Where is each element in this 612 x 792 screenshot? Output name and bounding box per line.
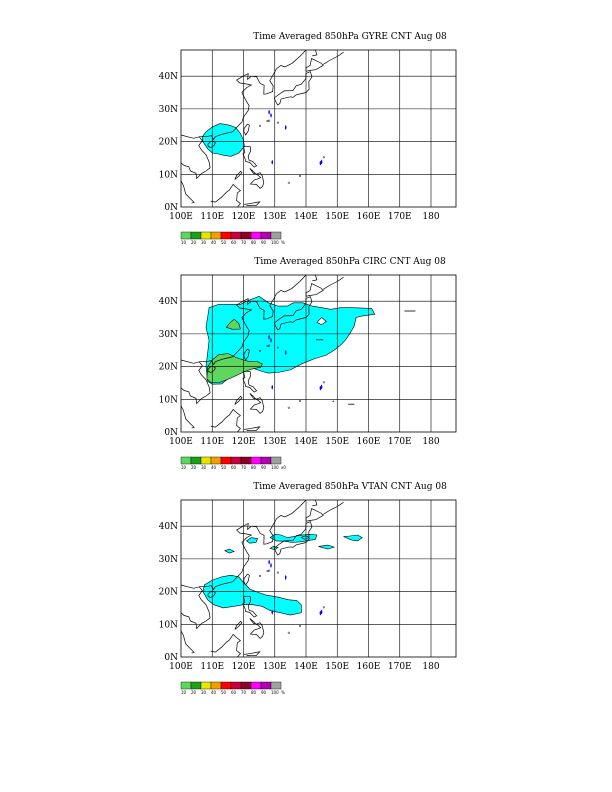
colorbar-swatch (211, 232, 221, 239)
colorbar-label: 80 (251, 690, 257, 695)
colorbar-swatch (221, 457, 231, 464)
colorbar-swatch (181, 682, 191, 689)
colorbar-label: 70 (241, 690, 247, 695)
lat-label: 30N (158, 554, 178, 565)
map-content (181, 275, 456, 432)
lat-label: 0N (164, 203, 178, 213)
colorbar-swatch (181, 457, 191, 464)
colorbar-swatch (261, 232, 271, 239)
lon-label: 100E (169, 212, 193, 222)
colorbar-swatch (181, 232, 191, 239)
panel-3-title: Time Averaged 850hPa VTAN CNT Aug 08 (253, 482, 447, 492)
colorbar-swatch (241, 232, 251, 239)
storm-marker (268, 560, 270, 565)
colorbar-swatch (211, 682, 221, 689)
lon-label: 120E (231, 212, 256, 222)
coastline (306, 59, 323, 72)
storm-marker (270, 563, 272, 568)
colorbar-label: 30 (201, 690, 207, 695)
colorbar-label: 90 (261, 465, 267, 470)
colorbar-swatch (231, 232, 241, 239)
coastline (306, 284, 323, 297)
lon-label: 140E (294, 212, 318, 222)
colorbar-label: 50 (221, 240, 227, 245)
colorbar-label: 70 (241, 465, 247, 470)
colorbar-swatch (261, 457, 271, 464)
lon-label: 140E (294, 662, 318, 672)
contour-region-5 (319, 545, 335, 549)
colorbar-label: 100 (271, 240, 279, 245)
coastline (243, 146, 257, 167)
lon-label: 120E (231, 437, 256, 447)
colorbar-label: 70 (241, 240, 247, 245)
island (267, 120, 269, 122)
lon-label: 170E (387, 437, 412, 447)
lat-label: 20N (158, 587, 178, 598)
coastline (181, 362, 210, 404)
lon-label: 110E (200, 662, 225, 672)
colorbar-label: 80 (251, 465, 257, 470)
island (288, 632, 290, 634)
panel-2-title: Time Averaged 850hPa CIRC CNT Aug 08 (254, 257, 446, 267)
lat-label: 0N (164, 428, 178, 438)
lon-label: 100E (169, 437, 193, 447)
lon-label: 110E (200, 437, 225, 447)
colorbar-swatch (231, 457, 241, 464)
colorbar-label: 60 (231, 240, 237, 245)
island (277, 122, 279, 124)
contour-region-4 (270, 546, 278, 549)
island (323, 381, 325, 383)
coastline (244, 574, 250, 585)
colorbar-label: 60 (231, 465, 237, 470)
lon-label: 120E (231, 662, 256, 672)
coastline (250, 618, 264, 638)
coastline (312, 500, 317, 506)
colorbar-label: 10 (181, 240, 187, 245)
colorbar-label: 20 (191, 690, 197, 695)
colorbar-swatch (191, 457, 201, 464)
coastline (312, 275, 317, 281)
coastline (323, 277, 343, 289)
colorbar-swatch (261, 682, 271, 689)
contour-region-2 (270, 534, 317, 542)
contour-region-7 (225, 549, 234, 553)
coastline (250, 168, 264, 188)
map-panel-1 (159, 50, 456, 245)
colorbar-label: 60 (231, 690, 237, 695)
colorbar-label: 10 (181, 465, 187, 470)
coastline (211, 634, 241, 657)
colorbar-swatch (201, 457, 211, 464)
island (323, 606, 325, 608)
colorbar-label: 40 (211, 465, 217, 470)
lon-label: 180 (422, 212, 440, 222)
colorbar-label: 20 (191, 465, 197, 470)
colorbar (181, 457, 286, 470)
lon-label: 130E (262, 212, 287, 222)
lat-label: 40N (158, 72, 178, 83)
coastline (323, 502, 343, 514)
coastline (250, 393, 264, 413)
map-panel-2 (159, 275, 456, 470)
lon-label: 150E (325, 437, 350, 447)
storm-marker (285, 575, 287, 580)
lon-label: 160E (356, 212, 381, 222)
lon-label: 100E (169, 662, 193, 672)
coastline (211, 409, 241, 432)
island (299, 175, 301, 177)
colorbar-swatch (241, 682, 251, 689)
lat-label: 10N (158, 170, 178, 181)
colorbar-label: 90 (261, 690, 267, 695)
coastline (312, 50, 317, 56)
storm-marker (271, 160, 273, 165)
colorbar-swatch (251, 232, 261, 239)
colorbar-label: 10 (181, 690, 187, 695)
storm-marker (268, 110, 270, 115)
colorbar-label: 100 (271, 690, 279, 695)
colorbar-swatch (221, 682, 231, 689)
island (323, 156, 325, 158)
contour-fragment (333, 401, 335, 402)
coastline (244, 427, 260, 431)
island (299, 400, 301, 402)
coastline (181, 406, 194, 428)
coastline (243, 371, 257, 392)
storm-marker (270, 113, 272, 118)
lat-label: 10N (158, 395, 178, 406)
colorbar-swatch (211, 457, 221, 464)
colorbar-label: 50 (221, 465, 227, 470)
lon-label: 130E (262, 662, 287, 672)
lon-label: 150E (325, 212, 350, 222)
colorbar (181, 682, 285, 695)
contour-region-3 (247, 538, 258, 544)
panel-1-title: Time Averaged 850hPa GYRE CNT Aug 08 (253, 32, 447, 42)
island (288, 182, 290, 184)
coastline (323, 52, 343, 64)
island (267, 570, 269, 572)
storm-marker (285, 125, 287, 130)
colorbar-label: % (281, 240, 285, 245)
coastline (306, 509, 323, 522)
colorbar-label: 40 (211, 690, 217, 695)
colorbar-swatch (191, 232, 201, 239)
lon-label: 160E (356, 662, 381, 672)
colorbar-label: 30 (201, 465, 207, 470)
contour-region-1 (203, 575, 301, 615)
lon-label: 150E (325, 662, 350, 672)
coastline (235, 621, 242, 629)
colorbar-label: x0 (281, 465, 286, 470)
map-content (181, 50, 456, 207)
colorbar (181, 232, 285, 245)
colorbar-swatch (251, 682, 261, 689)
lat-label: 20N (158, 362, 178, 373)
colorbar-swatch (201, 682, 211, 689)
map-content (181, 500, 456, 657)
lon-label: 130E (262, 437, 287, 447)
lon-label: 140E (294, 437, 318, 447)
coastline (244, 652, 260, 656)
colorbar-label: % (281, 690, 285, 695)
colorbar-label: 20 (191, 240, 197, 245)
island (259, 125, 261, 127)
lat-label: 30N (158, 104, 178, 115)
contour-region-6 (344, 535, 363, 541)
colorbar-swatch (271, 232, 281, 239)
coastline (181, 181, 194, 203)
island (299, 625, 301, 627)
lon-label: 110E (200, 212, 225, 222)
island (288, 407, 290, 409)
colorbar-swatch (201, 232, 211, 239)
colorbar-label: 90 (261, 240, 267, 245)
lon-label: 170E (387, 212, 412, 222)
island (277, 572, 279, 574)
map-panel-3 (159, 500, 456, 695)
colorbar-swatch (221, 232, 231, 239)
contour-region-1 (202, 124, 244, 157)
lon-label: 170E (387, 662, 412, 672)
lat-label: 40N (158, 522, 178, 533)
island (259, 575, 261, 577)
coastline (244, 202, 260, 206)
colorbar-swatch (241, 457, 251, 464)
colorbar-swatch (271, 682, 281, 689)
coastline (235, 396, 242, 404)
colorbar-label: 80 (251, 240, 257, 245)
coastline (211, 184, 241, 207)
lat-label: 10N (158, 620, 178, 631)
lon-label: 180 (422, 662, 440, 672)
lon-label: 160E (356, 437, 381, 447)
coastline (235, 171, 242, 179)
coastline (181, 631, 194, 653)
colorbar-swatch (251, 457, 261, 464)
colorbar-label: 30 (201, 240, 207, 245)
storm-marker (271, 385, 273, 390)
colorbar-swatch (271, 457, 281, 464)
colorbar-label: 50 (221, 690, 227, 695)
colorbar-label: 100 (271, 465, 279, 470)
lat-label: 20N (158, 137, 178, 148)
colorbar-label: 40 (211, 240, 217, 245)
lon-label: 180 (422, 437, 440, 447)
lat-label: 40N (158, 297, 178, 308)
coastline (244, 124, 250, 135)
lat-label: 30N (158, 329, 178, 340)
colorbar-swatch (191, 682, 201, 689)
lat-label: 0N (164, 653, 178, 663)
colorbar-swatch (231, 682, 241, 689)
